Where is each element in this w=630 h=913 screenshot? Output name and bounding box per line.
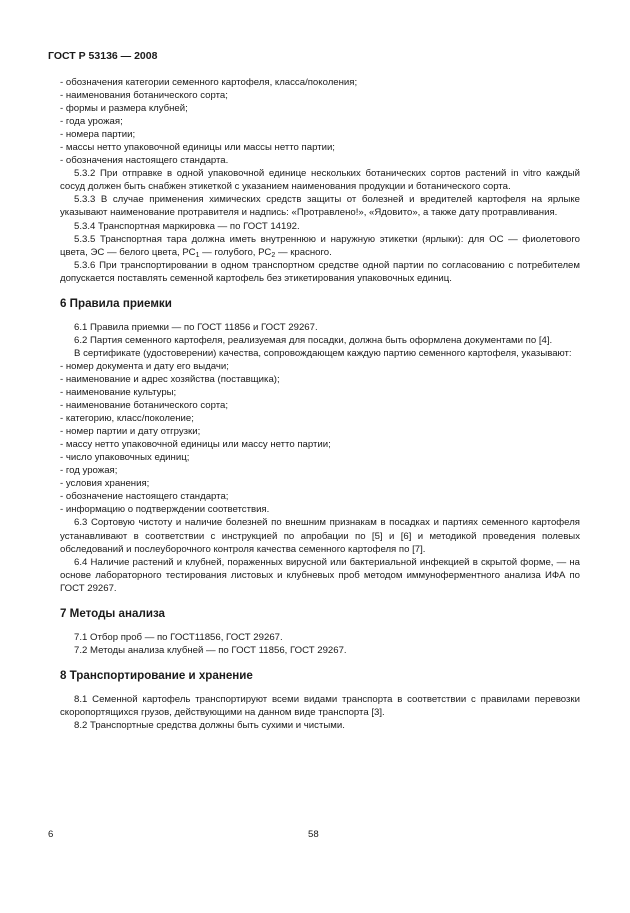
- subscript-1: 1: [195, 251, 200, 259]
- p535-text-c: — красного.: [275, 246, 332, 258]
- p535-text-b: — голубого, РС: [199, 246, 272, 258]
- paragraph-8-1: 8.1 Семенной картофель транспортируют всеми видами транспорта в соответствии с правилами перевозки скоропортящихся грузов, действующими на данном виде транспорта [3].: [60, 693, 580, 718]
- paragraph-6-1: 6.1 Правила приемки — по ГОСТ 11856 и ГОСТ 29267.: [74, 321, 318, 333]
- paragraph-7-1: 7.1 Отбор проб — по ГОСТ11856, ГОСТ 29267.: [74, 631, 283, 643]
- list-item: - массу нетто упаковочной единицы или массу нетто партии;: [60, 439, 331, 451]
- paragraph-5-3-6: 5.3.6 При транспортировании в одном транспортном средстве одной партии по согласованию с потребителем допускается поставлять семенной картофель без этикетирования упаковочных единиц.: [60, 259, 580, 284]
- paragraph-8-2: 8.2 Транспортные средства должны быть сухими и чистыми.: [74, 719, 345, 731]
- list-item: - номера партии;: [60, 129, 136, 141]
- list-item: - обозначения категории семенного картофеля, класса/поколения;: [60, 77, 358, 88]
- paragraph-5-3-3: 5.3.3 В случае применения химических средств защиты от болезней и вредителей картофеля на ярлыке указывают наименование протравителя и надпись: «Протравлено!», «Ядовито», а также дату протравливания.: [60, 194, 580, 219]
- list-item: - года урожая;: [60, 116, 123, 128]
- section-8-heading: 8 Транспортирование и хранение: [60, 668, 253, 682]
- p535-text-a: 5.3.5 Транспортная тара должна иметь внутреннюю и наружную этикетки (ярлыки): для ОС — фиолетового цвета, ЭС — белого цвета, РС: [60, 233, 580, 258]
- standard-header: ГОСТ Р 53136 — 2008: [48, 50, 158, 62]
- paragraph-6-2b: В сертификате (удостоверении) качества, сопровождающем каждую партию семенного картофеля, указывают:: [74, 347, 572, 359]
- paragraph-5-3-5: [60, 233, 580, 259]
- list-item: - массы нетто упаковочной единицы или массы нетто партии;: [60, 142, 335, 154]
- paragraph-5-3-2: 5.3.2 При отправке в одной упаковочной единице нескольких ботанических сортов растений in vitro каждый сосуд должен быть снабжен этикеткой с указанием наименования продукции и ботанического сорта.: [60, 168, 580, 193]
- page-number-center: 58: [308, 829, 319, 840]
- paragraph-6-4: 6.4 Наличие растений и клубней, пораженных вирусной или бактериальной инфекцией в скрытой форме, — на основе лабораторного тестирования листовых и клубневых проб методом иммуноферментного анализа ИФА по ГОСТ 29267.: [60, 556, 580, 594]
- list-item: - год урожая;: [60, 465, 118, 477]
- list-item: - обозначение настоящего стандарта;: [60, 491, 229, 503]
- list-item: - наименование культуры;: [60, 386, 177, 398]
- list-item: - категорию, класс/поколение;: [60, 413, 194, 425]
- paragraph-7-2: 7.2 Методы анализа клубней — по ГОСТ 11856, ГОСТ 29267.: [74, 644, 347, 656]
- list-item: - наименование ботанического сорта;: [60, 400, 229, 412]
- subscript-2: 2: [271, 251, 276, 259]
- list-item: - номер партии и дату отгрузки;: [60, 426, 201, 438]
- section-7-heading: 7 Методы анализа: [60, 606, 166, 620]
- list-item: - наименование и адрес хозяйства (поставщика);: [60, 373, 280, 385]
- document-body: [60, 76, 580, 732]
- paragraph-6-2: 6.2 Партия семенного картофеля, реализуемая для посадки, должна быть оформлена документами по [4].: [74, 334, 553, 346]
- list-item: - формы и размера клубней;: [60, 103, 188, 115]
- list-item: - наименования ботанического сорта;: [60, 90, 228, 102]
- list-item: - число упаковочных единиц;: [60, 452, 190, 464]
- page-number-left: 6: [48, 829, 54, 840]
- paragraph-6-3: 6.3 Сортовую чистоту и наличие болезней по внешним признакам в посадках и партиях семенного картофеля устанавливают в соответствии с инструкцией по апробации по [5] и [6] и методикой проведения полевых обследований и послеуборочного контроля качества семенного картофеля по [7].: [60, 517, 580, 555]
- list-item: - условия хранения;: [60, 478, 150, 490]
- list-item: - обозначения настоящего стандарта.: [60, 155, 229, 167]
- list-item: - информацию о подтверждении соответствия.: [60, 504, 270, 516]
- list-item: - номер документа и дату его выдачи;: [60, 360, 229, 372]
- paragraph-5-3-4: 5.3.4 Транспортная маркировка — по ГОСТ 14192.: [74, 220, 300, 232]
- section-6-heading: 6 Правила приемки: [60, 296, 172, 310]
